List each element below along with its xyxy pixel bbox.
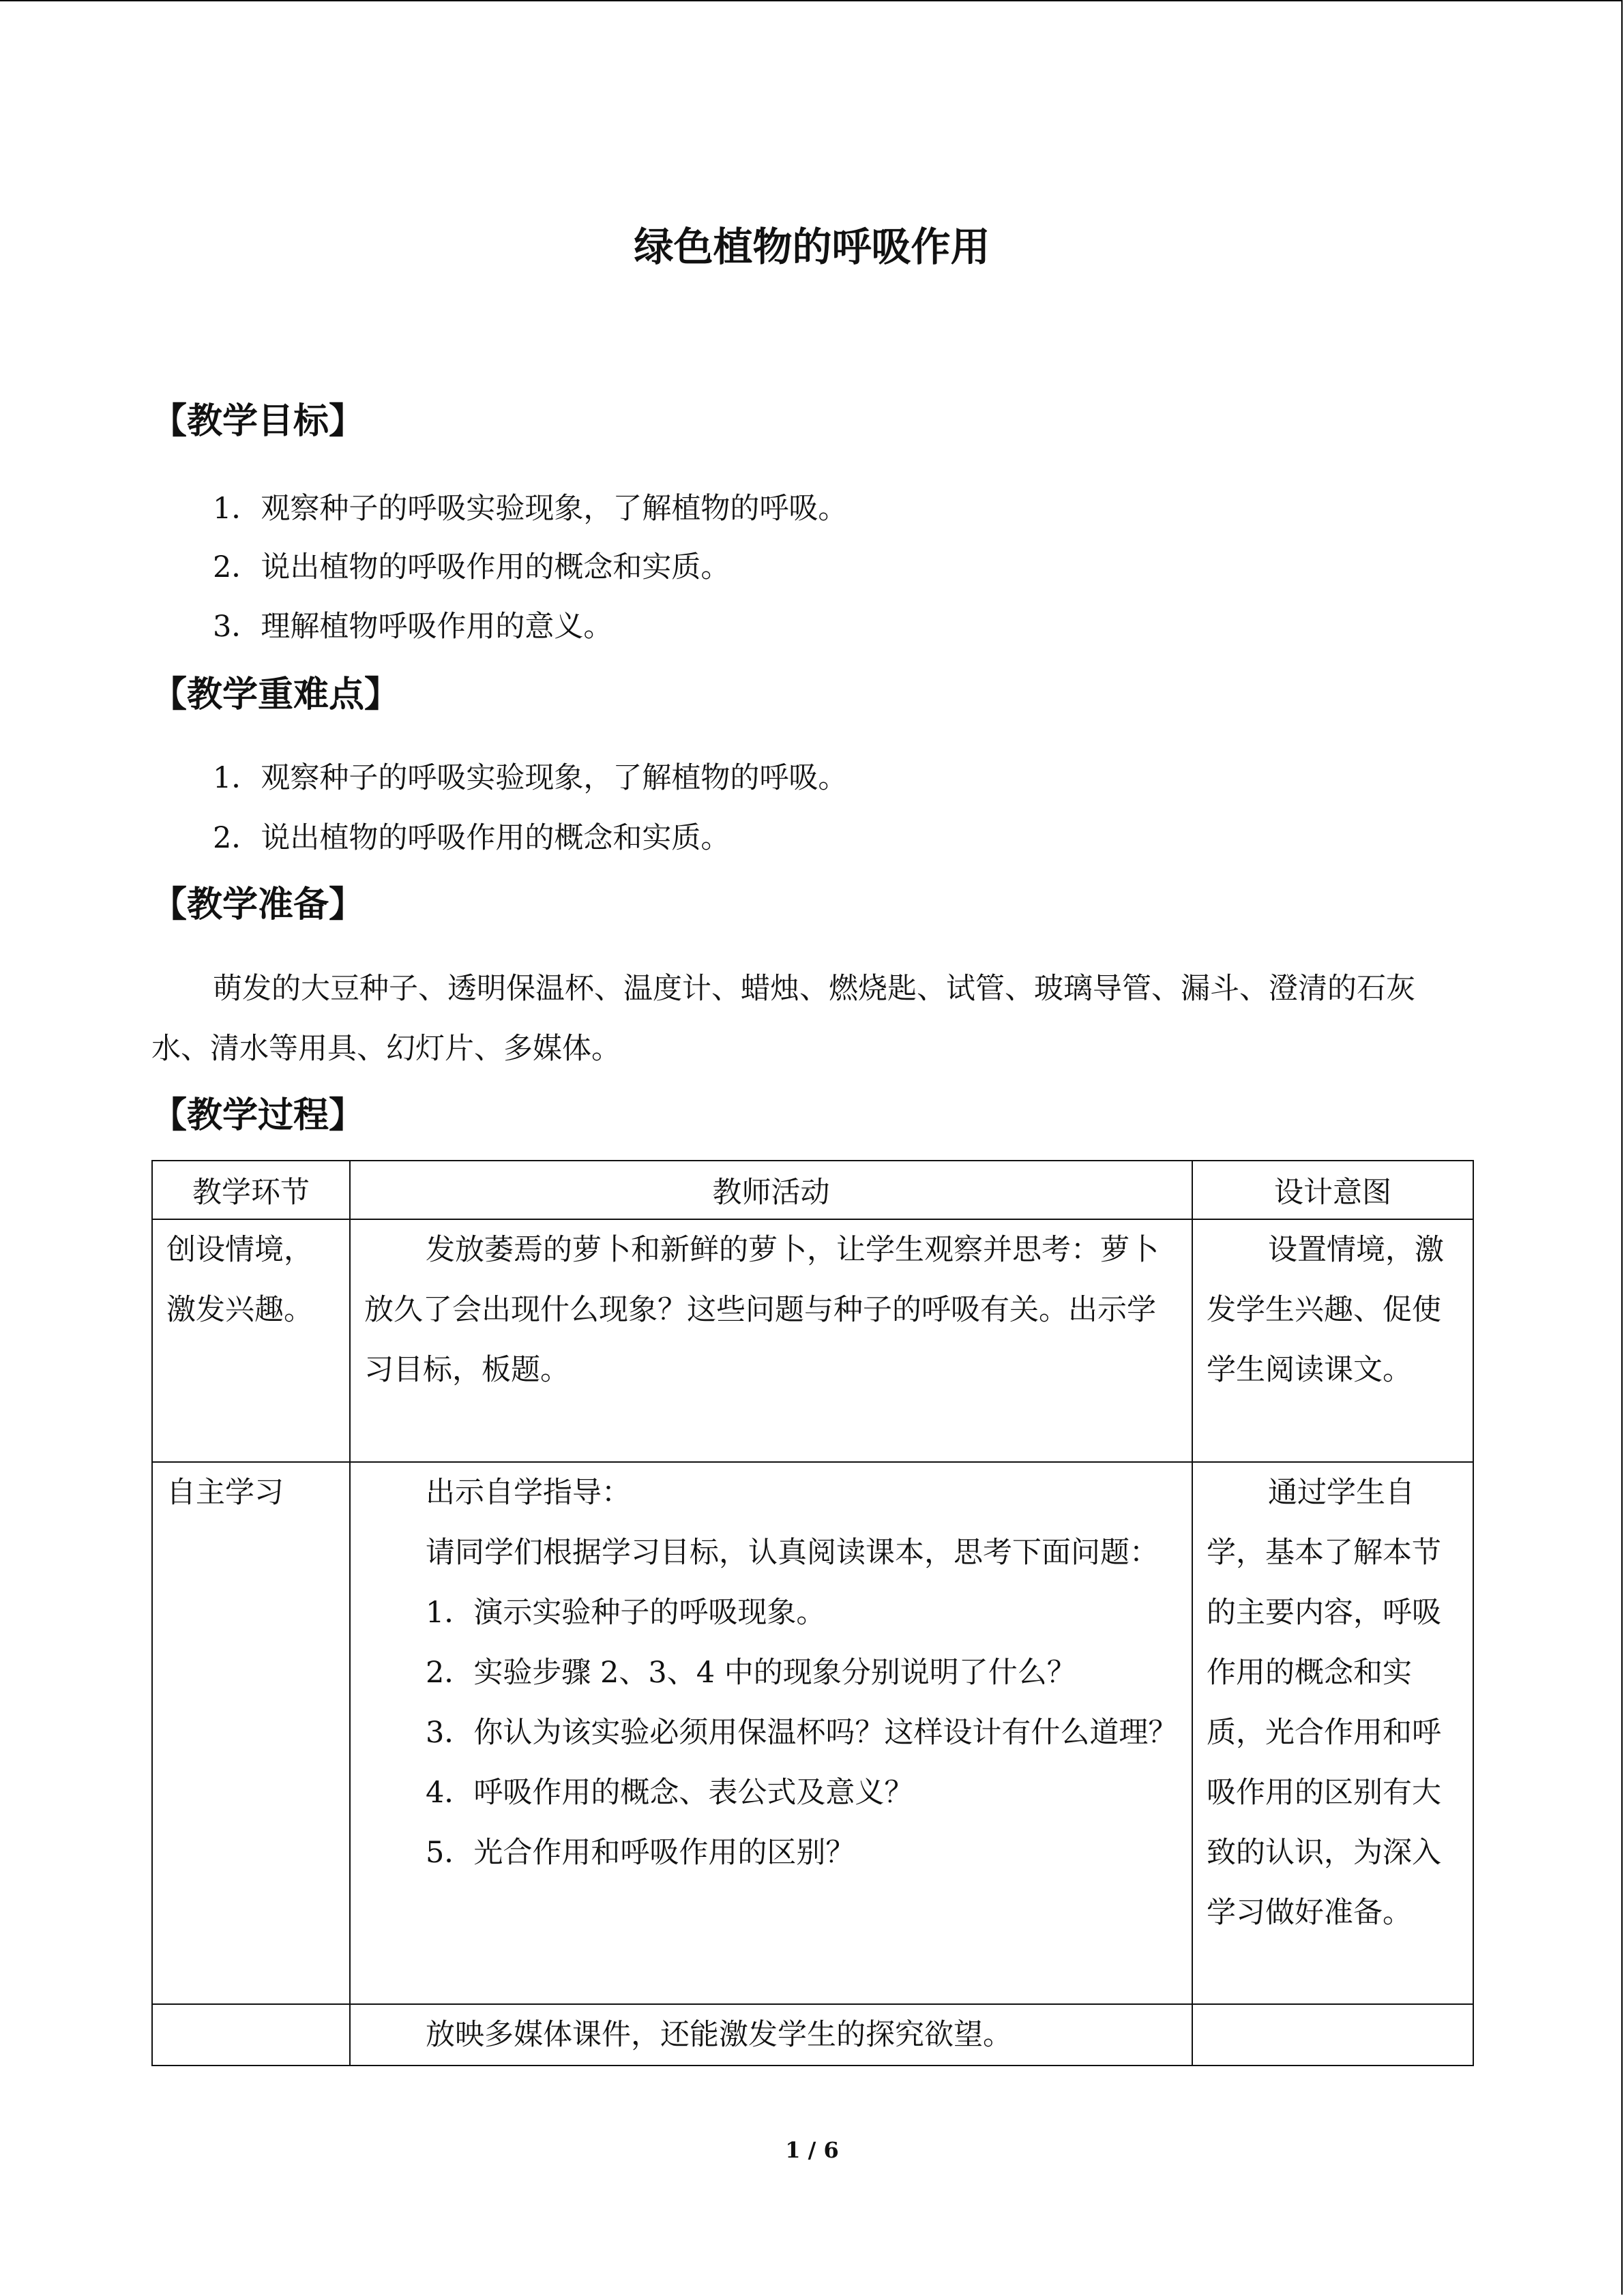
page-number: 1 / 6 — [785, 2137, 839, 2163]
step-cell: 创设情境，激发兴趣。 — [152, 1219, 350, 1462]
activity-text: 2．实验步骤 2、3、4 中的现象分别说明了什么？ — [426, 1656, 1076, 1690]
intent-cell — [1192, 2004, 1473, 2066]
activity-text: 4．呼吸作用的概念、表公式及意义？ — [426, 1776, 914, 1810]
table-row — [152, 1462, 1473, 2004]
column-header: 设计意图 — [1192, 1161, 1473, 1219]
intent-cell — [1192, 1462, 1473, 2004]
intent-cell — [1192, 1219, 1473, 1462]
activity-cell — [350, 1219, 1192, 1462]
process-heading: 【教学过程】 — [151, 1094, 365, 1136]
step-cell — [152, 2004, 350, 2066]
teaching-process-table — [151, 1160, 1474, 2066]
preparation-text: 萌发的大豆种子、透明保温杯、温度计、蜡烛、燃烧匙、试管、玻璃导管、漏斗、澄清的石灰水、清水等用具、幻灯片、多媒体。 — [151, 972, 1415, 1066]
key-points-heading: 【教学重难点】 — [151, 674, 400, 715]
intent-text: 设置情境，激发学生兴趣、促使学生阅读课文。 — [1207, 1233, 1444, 1387]
activity-text: 3．你认为该实验必须用保温杯吗？这样设计有什么道理？ — [426, 1716, 1178, 1750]
activity-text: 放映多媒体课件，还能激发学生的探究欲望。 — [426, 2018, 1012, 2052]
preparation-heading: 【教学准备】 — [151, 884, 365, 925]
table-row — [152, 2004, 1473, 2066]
activity-text: 5．光合作用和呼吸作用的区别？ — [426, 1836, 855, 1870]
key-point-item: 1．观察种子的呼吸实验现象，了解植物的呼吸。 — [213, 761, 848, 795]
column-header: 教师活动 — [350, 1161, 1192, 1219]
activity-text: 1．演示实验种子的呼吸现象。 — [426, 1596, 826, 1630]
activity-text: 出示自学指导： — [426, 1476, 631, 1510]
table-header-row — [152, 1161, 1473, 1219]
document-title: 绿色植物的呼吸作用 — [634, 224, 990, 270]
key-point-item: 2．说出植物的呼吸作用的概念和实质。 — [213, 821, 730, 855]
intent-text: 通过学生自学，基本了解本节的主要内容，呼吸作用的概念和实质，光合作用和呼吸作用的区别有大致的认识，为深入学习做好准备。 — [1207, 1476, 1441, 1930]
column-header: 教学环节 — [152, 1161, 350, 1219]
objective-item: 1．观察种子的呼吸实验现象，了解植物的呼吸。 — [213, 492, 848, 526]
activity-text: 请同学们根据学习目标，认真阅读课本，思考下面问题： — [426, 1536, 1159, 1570]
activity-text: 发放萎焉的萝卜和新鲜的萝卜，让学生观察并思考：萝卜放久了会出现什么现象？这些问题与种子的呼吸有关。出示学习目标，板题。 — [364, 1233, 1159, 1387]
objective-item: 2．说出植物的呼吸作用的概念和实质。 — [213, 550, 730, 584]
step-cell: 自主学习 — [152, 1462, 350, 2004]
objective-item: 3．理解植物呼吸作用的意义。 — [213, 610, 613, 644]
activity-cell — [350, 1462, 1192, 2004]
objectives-heading: 【教学目标】 — [151, 400, 365, 442]
activity-cell — [350, 2004, 1192, 2066]
table-row — [152, 1219, 1473, 1462]
